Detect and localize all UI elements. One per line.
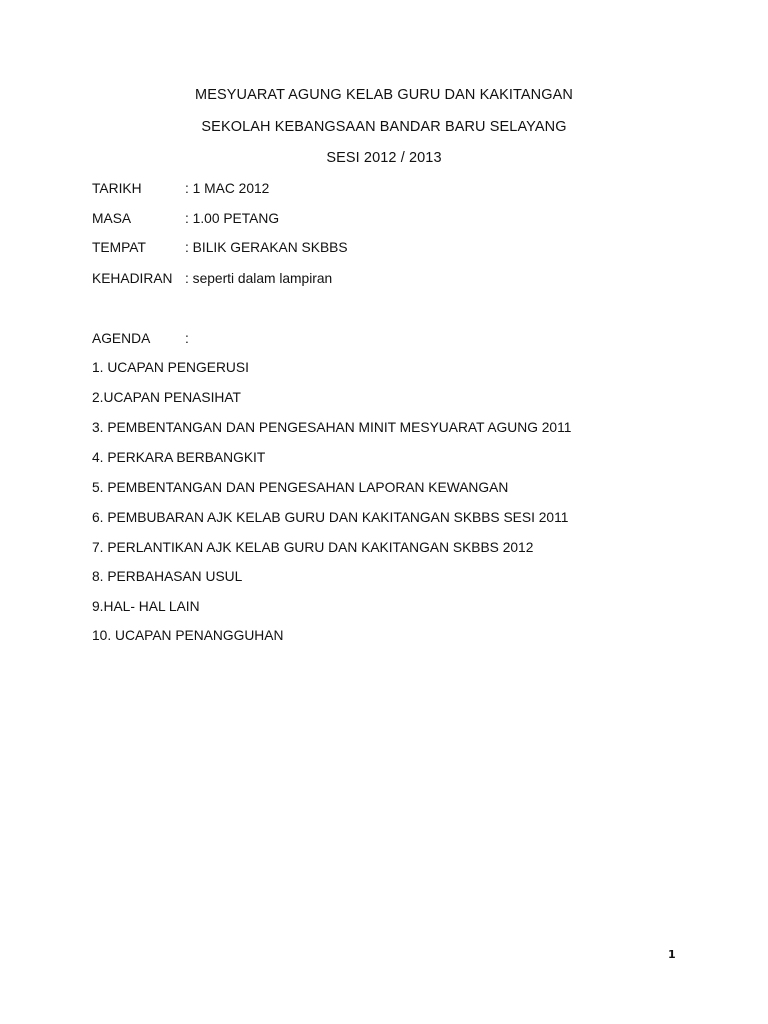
detail-value: : BILIK GERAKAN SKBBS (185, 240, 348, 255)
title-line-1: MESYUARAT AGUNG KELAB GURU DAN KAKITANGAN (195, 87, 573, 103)
detail-value: : seperti dalam lampiran (185, 271, 333, 286)
detail-key: TARIKH (92, 181, 142, 196)
agenda-item: 6. PEMBUBARAN AJK KELAB GURU DAN KAKITANGAN SKBBS SESI 2011 (92, 510, 569, 525)
agenda-colon: : (185, 331, 189, 346)
detail-key: TEMPAT (92, 240, 146, 255)
agenda-item: 3. PEMBENTANGAN DAN PENGESAHAN MINIT MESYUARAT AGUNG 2011 (92, 420, 572, 435)
agenda-item: 7. PERLANTIKAN AJK KELAB GURU DAN KAKITANGAN SKBBS 2012 (92, 540, 534, 555)
agenda-item: 8. PERBAHASAN USUL (92, 569, 243, 584)
page-number: 1 (668, 948, 676, 961)
detail-key: MASA (92, 211, 132, 226)
agenda-item: 2.UCAPAN PENASIHAT (92, 390, 241, 405)
detail-key: KEHADIRAN (92, 271, 173, 286)
agenda-item: 1. UCAPAN PENGERUSI (92, 360, 249, 375)
detail-value: : 1 MAC 2012 (185, 181, 270, 196)
agenda-item: 9.HAL- HAL LAIN (92, 599, 200, 614)
title-line-3: SESI 2012 / 2013 (326, 150, 442, 166)
detail-value: : 1.00 PETANG (185, 211, 280, 226)
agenda-label: AGENDA (92, 331, 151, 346)
agenda-item: 10. UCAPAN PENANGGUHAN (92, 628, 284, 643)
agenda-item: 5. PEMBENTANGAN DAN PENGESAHAN LAPORAN KEWANGAN (92, 480, 509, 495)
agenda-item: 4. PERKARA BERBANGKIT (92, 450, 266, 465)
title-line-2: SEKOLAH KEBANGSAAN BANDAR BARU SELAYANG (201, 119, 567, 135)
